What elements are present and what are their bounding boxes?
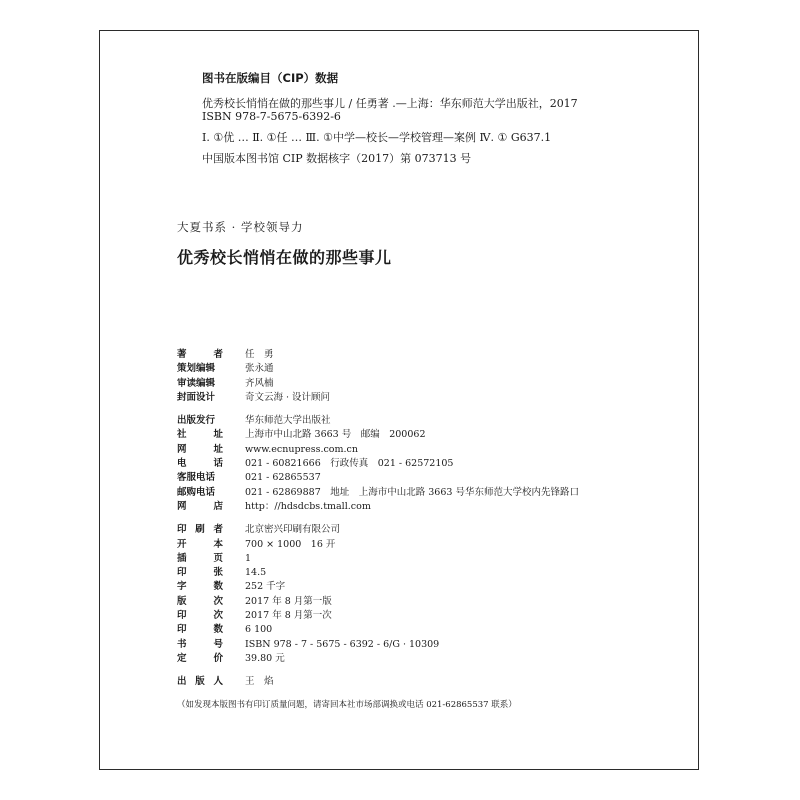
info-row <box>177 652 579 666</box>
info-row <box>177 523 579 537</box>
row-label: 邮购电话 <box>177 486 216 498</box>
info-row <box>177 428 579 442</box>
row-value: 上海市中山北路 3663 号 邮编 200062 <box>245 429 426 441</box>
info-row <box>177 638 579 652</box>
row-value: 39.80 元 <box>245 652 285 664</box>
row-label: 策划编辑 <box>177 363 216 375</box>
info-row <box>177 414 579 428</box>
info-row <box>177 362 579 376</box>
info-row <box>177 552 579 566</box>
info-row <box>177 538 579 552</box>
row-value: 700 × 1000 16 开 <box>245 538 336 550</box>
publication-info <box>177 348 579 690</box>
row-label: 书 号 <box>177 638 223 650</box>
row-value: 021 - 62869887 地址 上海市中山北路 3663 号华东师范大学校内先锋路口 <box>245 486 579 498</box>
row-value: 张永通 <box>245 363 274 375</box>
row-label: 出版发行 <box>177 415 216 427</box>
row-label: 客服电话 <box>177 472 216 484</box>
row-value: 华东师范大学出版社 <box>245 415 331 427</box>
cip-line-subjects: Ⅰ. ①优 … Ⅱ. ①任 … Ⅲ. ①中学—校长—学校管理—案例 Ⅳ. ① G637.1 <box>202 131 552 144</box>
row-label: 网 址 <box>177 443 223 455</box>
row-value: http：//hdsdcbs.tmall.com <box>245 500 371 512</box>
info-row <box>177 623 579 637</box>
cip-line-isbn: ISBN 978-7-5675-6392-6 <box>202 110 341 123</box>
row-value: 021 - 62865537 <box>245 472 321 484</box>
row-value: 14.5 <box>245 567 267 579</box>
info-row <box>177 457 579 471</box>
series-name: 大夏书系 · 学校领导力 <box>177 220 304 234</box>
row-label: 著 者 <box>177 349 223 360</box>
row-label: 开 本 <box>177 538 223 550</box>
row-value: 021 - 60821666 行政传真 021 - 62572105 <box>245 458 454 470</box>
info-row <box>177 377 579 391</box>
row-label: 社 址 <box>177 429 223 441</box>
info-row <box>177 500 579 514</box>
info-row <box>177 348 579 362</box>
info-row <box>177 609 579 623</box>
row-value: 任 勇 <box>245 349 274 360</box>
row-value: ISBN 978 - 7 - 5675 - 6392 - 6/G · 10309 <box>245 638 440 650</box>
row-value: 2017 年 8 月第一版 <box>245 595 332 607</box>
book-title: 优秀校长悄悄在做的那些事儿 <box>177 248 392 267</box>
info-row <box>177 580 579 594</box>
row-value: 2017 年 8 月第一次 <box>245 610 332 622</box>
info-row <box>177 443 579 457</box>
quality-notice: （如发现本版图书有印订质量问题，请寄回本社市场部调换或电话 021-62865537 联系） <box>177 700 517 710</box>
row-label: 定 价 <box>177 652 223 664</box>
cip-line-title-author: 优秀校长悄悄在做的那些事儿 / 任勇著 .—上海：华东师范大学出版社，2017 <box>202 97 578 110</box>
row-label: 印 次 <box>177 610 223 622</box>
row-value: 252 千字 <box>245 581 286 593</box>
row-value: 王 焰 <box>245 676 274 688</box>
row-value: www.ecnupress.com.cn <box>245 443 358 455</box>
cip-line-record-number: 中国版本图书馆 CIP 数据核字（2017）第 073713 号 <box>202 152 472 165</box>
row-label: 网 店 <box>177 500 223 512</box>
row-label: 审读编辑 <box>177 377 216 389</box>
row-label: 插 页 <box>177 552 223 564</box>
row-label: 电 话 <box>177 458 223 470</box>
row-label: 印 张 <box>177 567 223 579</box>
row-value: 1 <box>245 552 252 564</box>
info-row <box>177 595 579 609</box>
row-value: 6 100 <box>245 624 273 636</box>
issuer-row <box>177 675 579 689</box>
info-row <box>177 566 579 580</box>
printing-group <box>177 523 579 666</box>
row-label: 字 数 <box>177 581 223 593</box>
row-value: 北京密兴印刷有限公司 <box>245 524 341 536</box>
info-row <box>177 486 579 500</box>
publisher-group <box>177 414 579 514</box>
credits-group <box>177 348 579 405</box>
row-value: 奇文云海 · 设计顾问 <box>245 391 331 403</box>
row-label: 封面设计 <box>177 391 216 403</box>
cip-data-block <box>202 70 578 165</box>
info-row <box>177 391 579 405</box>
row-value: 齐风楠 <box>245 377 274 389</box>
row-label: 印 刷 者 <box>177 524 223 536</box>
row-label: 印 数 <box>177 624 223 636</box>
row-label: 出 版 人 <box>177 676 223 688</box>
cip-title: 图书在版编目（CIP）数据 <box>202 71 339 85</box>
info-row <box>177 471 579 485</box>
row-label: 版 次 <box>177 595 223 607</box>
